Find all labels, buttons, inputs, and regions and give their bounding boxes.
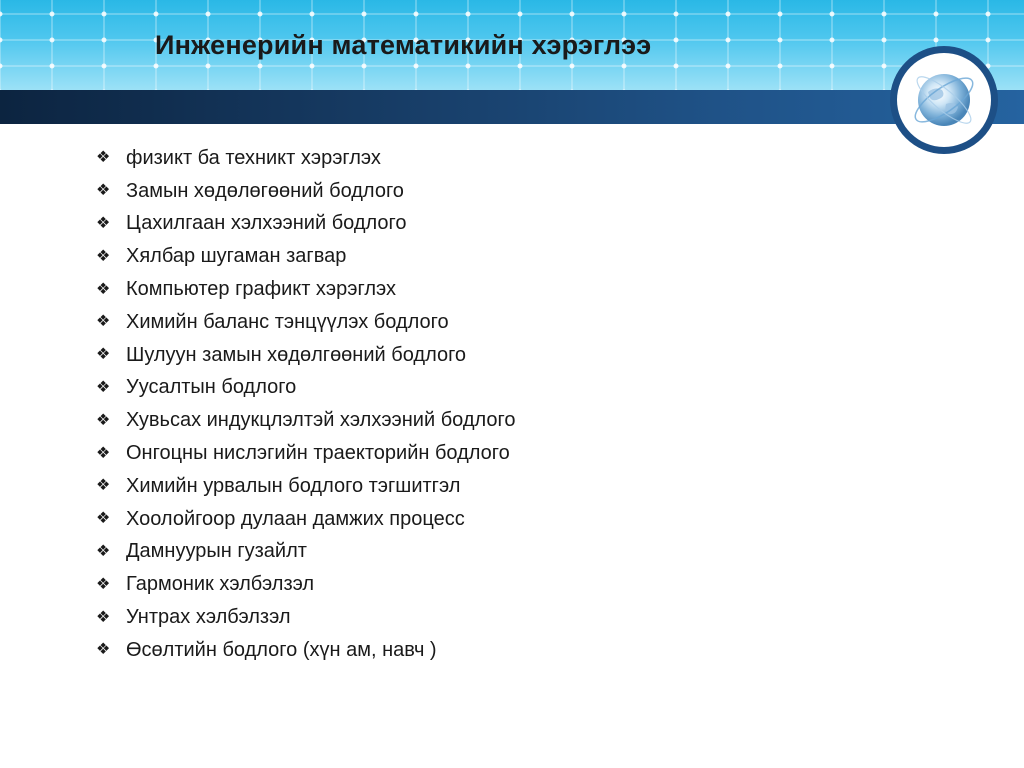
list-item <box>96 240 516 273</box>
diamond-bullet-icon: ❖ <box>96 641 111 659</box>
list-item <box>96 536 516 569</box>
diamond-bullet-icon: ❖ <box>96 575 111 593</box>
list-item-text: Замын хөдөлөгөөний бодлого <box>126 179 404 202</box>
bullet-list <box>96 142 516 667</box>
diamond-bullet-icon: ❖ <box>96 182 111 200</box>
diamond-bullet-icon: ❖ <box>96 247 111 265</box>
title-bar <box>0 90 1024 124</box>
list-item-text: Шулуун замын хөдөлгөөний бодлого <box>126 343 467 366</box>
slide-title: Инженерийн математикийн хэрэглээ <box>155 30 652 60</box>
list-item <box>96 503 516 536</box>
diamond-bullet-icon: ❖ <box>96 313 111 331</box>
list-item <box>96 306 516 339</box>
diamond-bullet-icon: ❖ <box>96 149 111 167</box>
list-item-text: Химийн баланс тэнцүүлэх бодлого <box>126 310 449 333</box>
list-item-text: Цахилгаан хэлхээний бодлого <box>126 212 407 235</box>
list-item <box>96 437 516 470</box>
list-item-text: Уусалтын бодлого <box>126 376 297 399</box>
list-item-text: Гармоник хэлбэлзэл <box>126 573 315 596</box>
diamond-bullet-icon: ❖ <box>96 477 111 495</box>
list-item <box>96 634 516 667</box>
list-item-text: Дамнуурын гузайлт <box>126 540 307 563</box>
list-item-text: Унтрах хэлбэлзэл <box>126 606 291 629</box>
list-item <box>96 208 516 241</box>
diamond-bullet-icon: ❖ <box>96 411 111 429</box>
diamond-bullet-icon: ❖ <box>96 280 111 298</box>
diamond-bullet-icon: ❖ <box>96 378 111 396</box>
list-item-text: Химийн урвалын бодлого тэгшитгэл <box>126 474 461 497</box>
diamond-bullet-icon: ❖ <box>96 214 111 232</box>
list-item-text: Хялбар шугаман загвар <box>126 245 347 268</box>
list-item-text: Хоолойгоор дулаан дамжих процесс <box>126 507 465 530</box>
diamond-bullet-icon: ❖ <box>96 542 111 560</box>
globe-icon <box>888 42 1000 160</box>
diamond-bullet-icon: ❖ <box>96 608 111 626</box>
list-item <box>96 273 516 306</box>
list-item <box>96 601 516 634</box>
list-item <box>96 372 516 405</box>
list-item <box>96 568 516 601</box>
list-item <box>96 175 516 208</box>
diamond-bullet-icon: ❖ <box>96 346 111 364</box>
list-item <box>96 339 516 372</box>
list-item <box>96 470 516 503</box>
list-item <box>96 142 516 175</box>
list-item-text: физикт ба техникт хэрэглэх <box>126 146 381 169</box>
diamond-bullet-icon: ❖ <box>96 444 111 462</box>
list-item-text: Хувьсах индукцлэлтэй хэлхээний бодлого <box>126 409 516 432</box>
list-item-text: Компьютер графикт хэрэглэх <box>126 278 396 301</box>
diamond-bullet-icon: ❖ <box>96 510 111 528</box>
list-item-text: Онгоцны нислэгийн траекторийн бодлого <box>126 442 510 465</box>
list-item-text: Өсөлтийн бодлого (хүн ам, навч ) <box>126 638 437 661</box>
list-item <box>96 404 516 437</box>
